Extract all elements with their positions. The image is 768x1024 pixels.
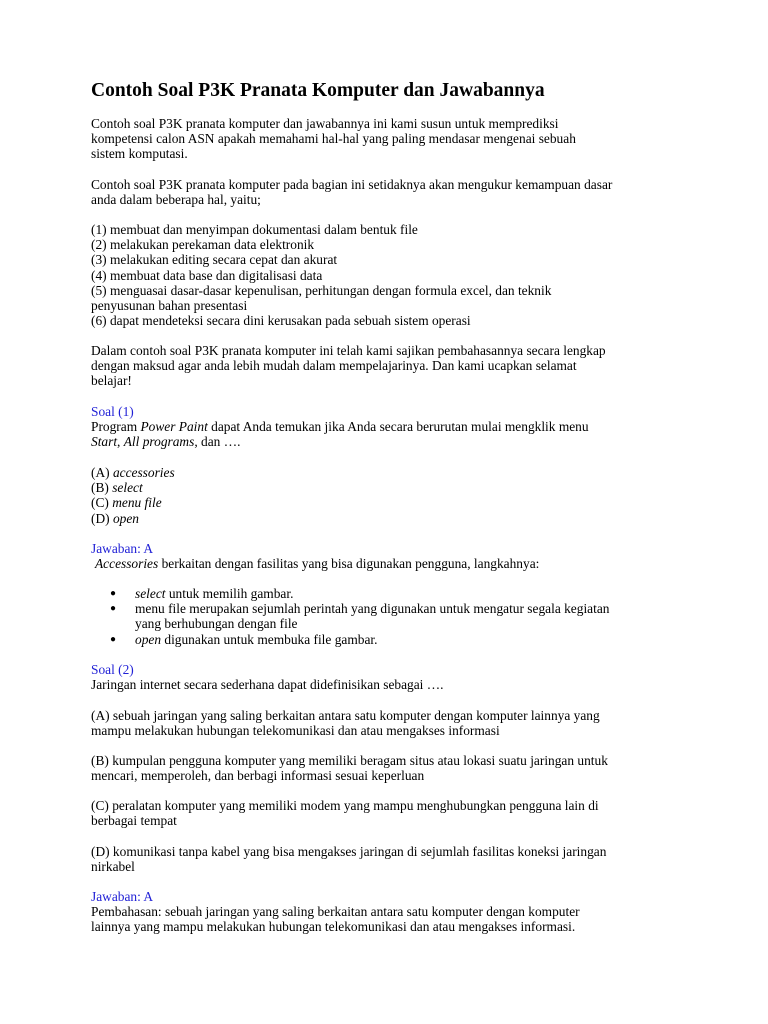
- bullet-rest: untuk memilih gambar.: [165, 586, 294, 601]
- option-letter: (B): [91, 480, 113, 496]
- question-2-text: Jaringan internet secara sederhana dapat didefinisikan sebagai ….: [91, 677, 444, 693]
- bullet-text: [135, 601, 609, 631]
- option-letter: (A): [91, 465, 113, 480]
- option-text: select: [112, 480, 143, 496]
- question-2-option-d: [91, 844, 691, 874]
- option-line: mampu melakukan hubungan telekomunikasi dan atau mengakses informasi: [91, 723, 500, 739]
- option-line: berbagai tempat: [91, 813, 177, 829]
- measure-line: anda dalam beberapa hal, yaitu;: [91, 192, 261, 208]
- bullet-line: menu file merupakan sejumlah perintah yang digunakan untuk mengatur segala kegiatan: [135, 601, 610, 617]
- question-term: Start: [91, 434, 118, 450]
- bullet-item: [0, 632, 768, 647]
- skill-item: (5) menguasai dasar-dasar kepenulisan, perhitungan dengan formula excel, dan teknik: [91, 282, 552, 298]
- closing-line: belajar!: [91, 373, 132, 389]
- option-b: [91, 480, 691, 495]
- answer-explanation: Pembahasan: sebuah jaringan yang saling berkaitan antara satu komputer dengan komputer: [91, 904, 580, 920]
- option-line: (C) peralatan komputer yang memiliki modem yang mampu menghubungkan pengguna lain di: [91, 798, 599, 813]
- question-text: Program: [91, 419, 141, 435]
- option-line: (A) sebuah jaringan yang saling berkaitan antara satu komputer dengan komputer lainnya yang: [91, 708, 600, 723]
- question-2-label: Soal (2): [91, 662, 134, 677]
- skill-item: (1) membuat dan menyimpan dokumentasi dalam bentuk file: [91, 222, 418, 237]
- option-a: [91, 465, 691, 480]
- option-line: (D) komunikasi tanpa kabel yang bisa mengakses jaringan di sejumlah fasilitas koneksi jaringan: [91, 844, 607, 859]
- bullet-term: open: [135, 631, 162, 647]
- option-letter: (D): [91, 510, 113, 526]
- skill-item: (3) melakukan editing secara cepat dan akurat: [91, 252, 338, 268]
- option-text: accessories: [112, 465, 175, 480]
- bullet-term: select: [135, 586, 166, 601]
- option-d: [91, 511, 691, 526]
- closing-line: dengan maksud agar anda lebih mudah dalam mempelajarinya. Dan kami ucapkan selamat: [91, 358, 577, 374]
- page-title: Contoh Soal P3K Pranata Komputer dan Jawabannya: [91, 80, 545, 101]
- bullet-item: [0, 601, 768, 631]
- bullet-item: [0, 586, 768, 601]
- question-1-answer: [91, 541, 691, 571]
- option-line: mencari, memperoleh, dan berbagi informasi sesuai keperluan: [91, 768, 425, 784]
- intro-line: Contoh soal P3K pranata komputer dan jawabannya ini kami susun untuk memprediksi: [91, 116, 559, 131]
- question-term: Power Paint: [140, 419, 208, 435]
- question-2-answer: [91, 889, 691, 935]
- closing-line: Dalam contoh soal P3K pranata komputer ini telah kami sajikan pembahasannya secara lengkap: [91, 343, 606, 358]
- question-2-option-c: [91, 798, 691, 828]
- bullet-text: [135, 632, 377, 647]
- question-text: dapat Anda temukan jika Anda secara berurutan mulai mengklik menu: [207, 419, 589, 435]
- question-1-label: Soal (1): [91, 404, 134, 419]
- answer-explanation: [91, 556, 691, 571]
- skill-item: (4) membuat data base dan digitalisasi data: [91, 267, 323, 283]
- option-c: [91, 495, 691, 510]
- option-line: (B) kumpulan pengguna komputer yang memiliki beragam situs atau lokasi suatu jaringan untuk: [91, 753, 608, 768]
- question-2-option-a: [91, 708, 691, 738]
- measure-paragraph: [91, 177, 691, 207]
- skill-item: (2) melakukan perekaman data elektronik: [91, 237, 315, 253]
- option-text: open: [112, 510, 139, 526]
- option-letter: (C): [91, 495, 113, 511]
- intro-line: sistem komputasi.: [91, 146, 188, 162]
- question-1-options: [91, 465, 691, 526]
- question-2-option-b: [91, 753, 691, 783]
- explanation-text: berkaitan dengan fasilitas yang bisa digunakan pengguna, langkahnya:: [158, 556, 540, 572]
- skill-item: penyusunan bahan presentasi: [91, 297, 248, 313]
- question-1-text: [91, 434, 691, 449]
- measure-line: Contoh soal P3K pranata komputer pada bagian ini setidaknya akan mengukur kemampuan dasar: [91, 177, 613, 192]
- bullet-text: [135, 586, 293, 601]
- bullet-rest: digunakan untuk membuka file gambar.: [161, 631, 378, 647]
- explanation-bullet-list: [0, 586, 768, 647]
- question-text: ,: [117, 434, 124, 450]
- question-term: All programs: [123, 434, 195, 450]
- option-line: nirkabel: [91, 859, 135, 875]
- option-text: menu file: [112, 495, 162, 511]
- question-1: [91, 404, 691, 450]
- intro-line: kompetensi calon ASN apakah memahami hal-hal yang paling mendasar mengenai sebuah: [91, 131, 576, 147]
- bullet-icon: ●: [110, 603, 117, 615]
- answer-label: Jawaban: A: [91, 541, 154, 556]
- bullet-icon: ●: [110, 588, 117, 599]
- skills-list: [91, 222, 691, 328]
- question-2: [91, 662, 691, 692]
- answer-label: Jawaban: A: [91, 889, 154, 904]
- answer-explanation: lainnya yang mampu melakukan hubungan telekomunikasi dan atau mengakses informasi.: [91, 919, 576, 935]
- bullet-icon: ●: [110, 633, 117, 645]
- question-1-text: [91, 419, 691, 434]
- question-text: , dan ….: [194, 434, 241, 450]
- explanation-term: Accessories: [95, 556, 159, 572]
- bullet-line: yang berhubungan dengan file: [135, 616, 298, 632]
- closing-paragraph: [91, 343, 691, 389]
- intro-paragraph: [91, 116, 691, 162]
- skill-item: (6) dapat mendeteksi secara dini kerusakan pada sebuah sistem operasi: [91, 313, 471, 329]
